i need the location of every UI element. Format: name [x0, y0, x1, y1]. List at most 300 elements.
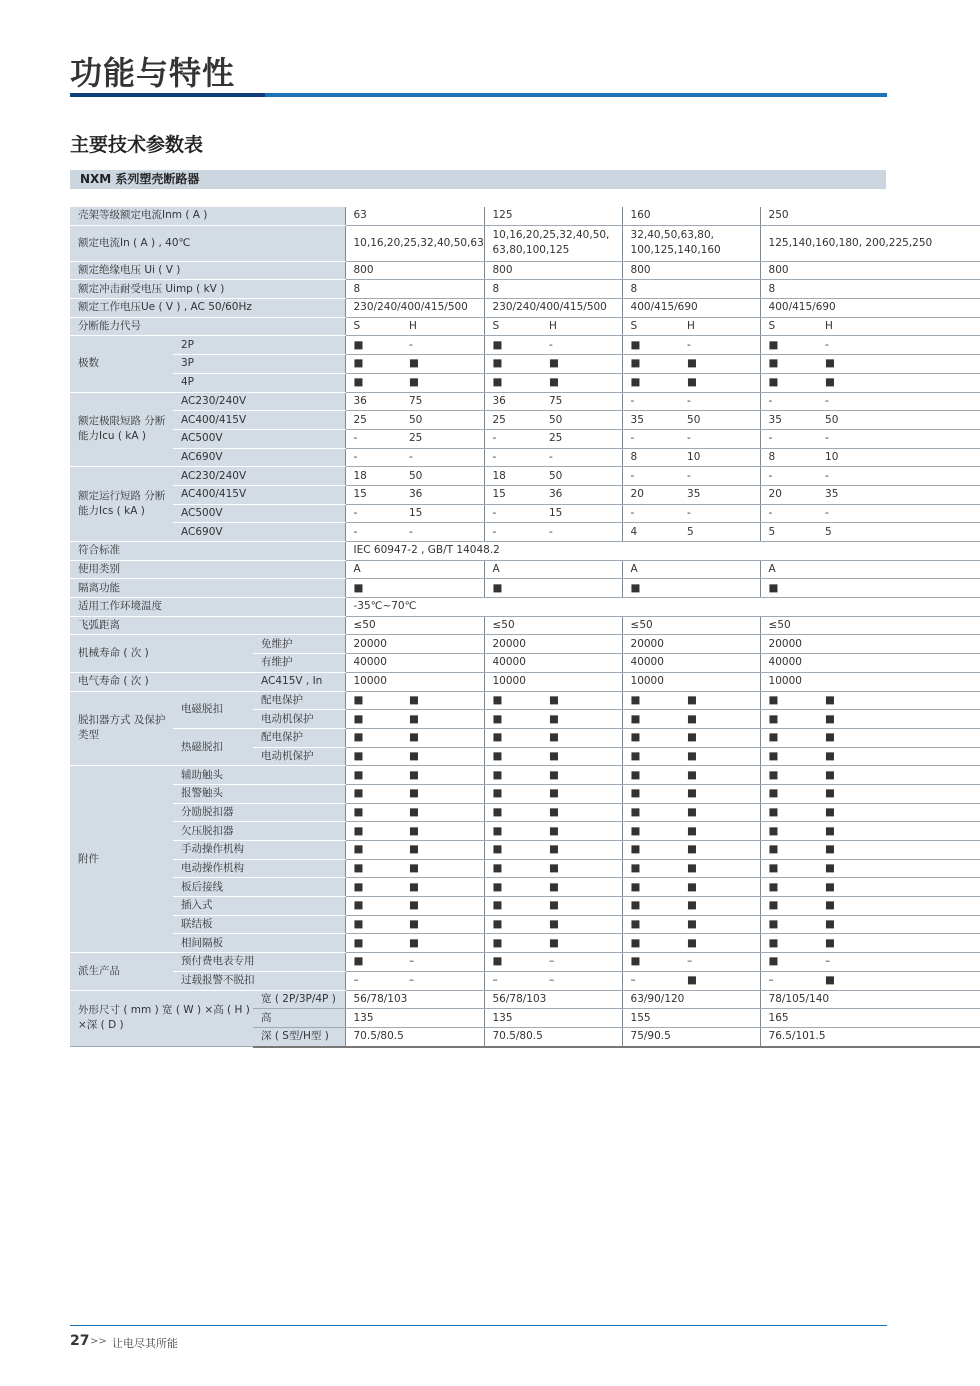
- row-value: ■: [345, 822, 401, 841]
- row-sub-label: 有维护: [253, 654, 345, 673]
- row-value: ■: [760, 953, 817, 972]
- row-sub-label: 板后接线: [173, 878, 345, 897]
- row-value: ■: [817, 766, 980, 785]
- row-value: 8: [484, 280, 622, 299]
- row-value: 18: [484, 467, 541, 486]
- row-value: ■: [484, 841, 541, 860]
- row-value: A: [484, 560, 622, 579]
- row-sub-label: AC400/415V: [173, 411, 345, 430]
- row-sub-label: AC500V: [173, 429, 345, 448]
- row-accessory: [70, 934, 980, 953]
- row-sub-label: 预付费电表专用: [173, 953, 345, 972]
- row-value: ■: [760, 878, 817, 897]
- row-value: 50: [401, 467, 484, 486]
- row-sub-label: 辅助触头: [173, 766, 345, 785]
- row-ics: [70, 485, 980, 504]
- row-value: ■: [401, 822, 484, 841]
- row-value: 36: [345, 392, 401, 411]
- spec-table: [70, 207, 980, 1048]
- row-value: 70.5/80.5: [345, 1027, 484, 1046]
- row-value: ■: [679, 355, 760, 374]
- row-value: ■: [541, 841, 622, 860]
- row-value: ■: [345, 859, 401, 878]
- row-value: ■: [760, 915, 817, 934]
- row-value: ■: [541, 747, 622, 766]
- row-derived: [70, 953, 980, 972]
- row-value: ■: [541, 822, 622, 841]
- row-value: 5: [679, 523, 760, 542]
- row-sub-label: 欠压脱扣器: [173, 822, 345, 841]
- row-value: ■: [817, 710, 980, 729]
- row-value: ■: [345, 691, 401, 710]
- row-value: ■: [760, 728, 817, 747]
- row-label: 使用类别: [70, 560, 345, 579]
- row-value: ■: [345, 878, 401, 897]
- row-value: IEC 60947-2 , GB/T 14048.2: [345, 542, 980, 561]
- row-value: -: [541, 336, 622, 355]
- row-value: ■: [345, 336, 401, 355]
- row-value: ■: [817, 841, 980, 860]
- row-group-label: 额定运行短路 分断能力Ics ( kA ): [70, 467, 173, 542]
- row-value: ■: [817, 934, 980, 953]
- row-ics: [70, 467, 980, 486]
- row-group-label: 机械寿命 ( 次 ): [70, 635, 253, 672]
- row-sub-label: 3P: [173, 355, 345, 374]
- row-value: 8: [760, 448, 817, 467]
- row-value: 5: [760, 523, 817, 542]
- row-value: ■: [817, 803, 980, 822]
- row-value: ■: [817, 355, 980, 374]
- row-value: ■: [345, 803, 401, 822]
- row-value: 50: [541, 411, 622, 430]
- row-value: 250: [760, 207, 980, 225]
- row-value: ≤50: [484, 616, 622, 635]
- row-ics: [70, 523, 980, 542]
- footer-slogan: 让电尽其所能: [112, 1337, 178, 1350]
- row-sub-label: 2P: [173, 336, 345, 355]
- row-value: ■: [401, 803, 484, 822]
- row-label: 适用工作环境温度: [70, 598, 345, 617]
- row-value: ■: [401, 373, 484, 392]
- row-value: ■: [401, 355, 484, 374]
- row-value: 76.5/101.5: [760, 1027, 980, 1046]
- row-value: ■: [541, 934, 622, 953]
- row-value: -: [345, 429, 401, 448]
- row-sub-label: 分励脱扣器: [173, 803, 345, 822]
- row-value: -: [541, 448, 622, 467]
- row-value: ■: [760, 859, 817, 878]
- row-value: -: [622, 429, 679, 448]
- row-group-label: 额定极限短路 分断能力Icu ( kA ): [70, 392, 173, 467]
- row-value: 63/90/120: [622, 990, 760, 1009]
- row-value: ■: [401, 747, 484, 766]
- row-value: 50: [541, 467, 622, 486]
- row-value: 56/78/103: [484, 990, 622, 1009]
- row-value: ■: [345, 897, 401, 916]
- row-value: ■: [817, 784, 980, 803]
- row-value: -: [679, 467, 760, 486]
- row-value: ■: [817, 859, 980, 878]
- row-value: -: [401, 336, 484, 355]
- title-rule-accent: [70, 93, 265, 97]
- row-group-label: 外形尺寸 ( mm ) 宽 ( W ) ×高 ( H ) ×深 ( D ): [70, 990, 253, 1047]
- row-label: 飞弧距离: [70, 616, 345, 635]
- row-value: ■: [760, 373, 817, 392]
- row-accessory: [70, 803, 980, 822]
- row-value: ■: [622, 784, 679, 803]
- row-value: ■: [760, 336, 817, 355]
- row-value: ■: [679, 766, 760, 785]
- row-value: -: [679, 392, 760, 411]
- row-sub-label: AC690V: [173, 448, 345, 467]
- row-value: 20000: [760, 635, 980, 654]
- row-value: 50: [401, 411, 484, 430]
- row-value: ≤50: [622, 616, 760, 635]
- row-value: ■: [760, 841, 817, 860]
- row-icu: [70, 392, 980, 411]
- row-value: ■: [760, 710, 817, 729]
- row-value: -: [679, 336, 760, 355]
- row-value: ■: [345, 579, 484, 598]
- row-value: ■: [484, 803, 541, 822]
- row-value: ■: [760, 355, 817, 374]
- row-value: 56/78/103: [345, 990, 484, 1009]
- row-value: 800: [760, 261, 980, 280]
- row-icu: [70, 411, 980, 430]
- row-value: ■: [760, 934, 817, 953]
- row-group-label: 派生产品: [70, 953, 173, 990]
- row-value: ■: [760, 784, 817, 803]
- row-value: 10,16,20,25,32,40,50,63: [345, 225, 484, 261]
- row-value: H: [679, 317, 760, 336]
- row-value: S: [484, 317, 541, 336]
- row-value: 135: [345, 1009, 484, 1028]
- row-sub-label: 配电保护: [253, 728, 345, 747]
- section-title: 主要技术参数表: [70, 134, 204, 156]
- row-value: ■: [541, 803, 622, 822]
- row-value: 75: [541, 392, 622, 411]
- row-value: ■: [345, 355, 401, 374]
- row-value: 25: [345, 411, 401, 430]
- row-value: –: [541, 953, 622, 972]
- row-sub-label: AC400/415V: [173, 485, 345, 504]
- row-value: 15: [484, 485, 541, 504]
- row-ambient-temp: [70, 598, 980, 617]
- row-value: ■: [760, 822, 817, 841]
- row-arc-distance: [70, 616, 980, 635]
- row-sub-label: 联结板: [173, 915, 345, 934]
- row-value: ■: [817, 915, 980, 934]
- row-value: 20000: [484, 635, 622, 654]
- row-value: ■: [622, 355, 679, 374]
- row-value: -: [622, 392, 679, 411]
- row-sub-label: 插入式: [173, 897, 345, 916]
- row-icu: [70, 429, 980, 448]
- row-value: ■: [622, 747, 679, 766]
- row-value: ■: [817, 878, 980, 897]
- row-value: –: [760, 971, 817, 990]
- page-title: 功能与特性: [70, 54, 236, 92]
- row-value: ■: [541, 373, 622, 392]
- row-value: 15: [541, 504, 622, 523]
- row-value: ■: [484, 878, 541, 897]
- row-value: 32,40,50,63,80, 100,125,140,160: [622, 225, 760, 261]
- row-value: ■: [484, 336, 541, 355]
- row-value: ■: [345, 915, 401, 934]
- row-value: -: [760, 504, 817, 523]
- row-label: 额定电流In ( A ) , 40℃: [70, 225, 345, 261]
- row-value: ■: [345, 934, 401, 953]
- row-value: 10: [679, 448, 760, 467]
- row-value: 230/240/400/415/500: [484, 299, 622, 318]
- row-value: 35: [622, 411, 679, 430]
- row-value: –: [401, 971, 484, 990]
- row-label: 额定冲击耐受电压 Uimp ( kV ): [70, 280, 345, 299]
- row-value: -: [760, 429, 817, 448]
- row-value: A: [345, 560, 484, 579]
- row-value: ■: [760, 803, 817, 822]
- row-value: 400/415/690: [760, 299, 980, 318]
- row-value: ■: [401, 934, 484, 953]
- row-value: ■: [484, 355, 541, 374]
- row-value: 4: [622, 523, 679, 542]
- row-value: ■: [484, 953, 541, 972]
- row-breaking-code: [70, 317, 980, 336]
- row-value: 35: [679, 485, 760, 504]
- row-value: -: [484, 448, 541, 467]
- row-value: 40000: [622, 654, 760, 673]
- row-sub-label: 过载报警不脱扣: [173, 971, 345, 990]
- row-value: ■: [345, 953, 401, 972]
- row-value: -: [345, 448, 401, 467]
- row-sub-label: 报警触头: [173, 784, 345, 803]
- row-value: -35℃~70℃: [345, 598, 980, 617]
- row-value: 15: [345, 485, 401, 504]
- row-value: 50: [817, 411, 980, 430]
- row-value: ■: [622, 822, 679, 841]
- row-value: 800: [622, 261, 760, 280]
- row-value: A: [622, 560, 760, 579]
- row-operating-voltage: [70, 299, 980, 318]
- row-value: ■: [817, 897, 980, 916]
- row-sub-label: AC690V: [173, 523, 345, 542]
- row-ics: [70, 504, 980, 523]
- row-value: -: [679, 504, 760, 523]
- row-value: ■: [679, 915, 760, 934]
- row-value: ■: [401, 766, 484, 785]
- row-sub-label: 电动操作机构: [173, 859, 345, 878]
- row-value: ■: [484, 897, 541, 916]
- row-value: 63: [345, 207, 484, 225]
- row-value: ■: [541, 691, 622, 710]
- row-utilization-category: [70, 560, 980, 579]
- row-isolation: [70, 579, 980, 598]
- row-group-label: 脱扣器方式 及保护类型: [70, 691, 173, 766]
- row-value: 8: [622, 448, 679, 467]
- row-value: ■: [679, 971, 760, 990]
- row-value: ■: [679, 728, 760, 747]
- row-value: -: [401, 523, 484, 542]
- row-value: ■: [622, 728, 679, 747]
- row-subgroup-label: 热磁脱扣: [173, 728, 253, 765]
- row-value: 25: [484, 411, 541, 430]
- row-value: ■: [484, 784, 541, 803]
- row-value: ■: [484, 859, 541, 878]
- row-group-label: 电气寿命 ( 次 ): [70, 672, 253, 691]
- row-value: 230/240/400/415/500: [345, 299, 484, 318]
- row-value: -: [817, 504, 980, 523]
- row-value: ≤50: [345, 616, 484, 635]
- row-value: 10,16,20,25,32,40,50, 63,80,100,125: [484, 225, 622, 261]
- row-value: ■: [679, 747, 760, 766]
- row-value: ■: [622, 766, 679, 785]
- row-elec-life: [70, 672, 980, 691]
- row-icu: [70, 448, 980, 467]
- row-value: 400/415/690: [622, 299, 760, 318]
- row-value: ■: [622, 859, 679, 878]
- row-value: ■: [622, 934, 679, 953]
- row-value: -: [484, 504, 541, 523]
- row-value: 10000: [760, 672, 980, 691]
- row-value: ■: [622, 579, 760, 598]
- row-value: 800: [484, 261, 622, 280]
- row-trip-unit: [70, 691, 980, 710]
- row-group-label: 极数: [70, 336, 173, 392]
- row-value: -: [760, 467, 817, 486]
- footer-separator: >>: [90, 1336, 107, 1347]
- row-label: 额定工作电压Ue ( V ) , AC 50/60Hz: [70, 299, 345, 318]
- page-number: 27: [70, 1333, 90, 1349]
- row-value: 15: [401, 504, 484, 523]
- row-accessory: [70, 878, 980, 897]
- row-value: ■: [817, 747, 980, 766]
- row-value: 125,140,160,180, 200,225,250: [760, 225, 980, 261]
- row-value: ■: [679, 859, 760, 878]
- row-value: ■: [679, 710, 760, 729]
- row-value: -: [345, 504, 401, 523]
- row-value: –: [541, 971, 622, 990]
- row-value: –: [401, 953, 484, 972]
- row-value: ■: [679, 373, 760, 392]
- row-value: 35: [760, 411, 817, 430]
- row-accessory: [70, 784, 980, 803]
- row-label: 分断能力代号: [70, 317, 345, 336]
- row-value: H: [541, 317, 622, 336]
- row-value: ■: [401, 915, 484, 934]
- row-value: ■: [401, 859, 484, 878]
- row-value: -: [345, 523, 401, 542]
- row-value: ■: [401, 897, 484, 916]
- row-value: -: [679, 429, 760, 448]
- row-accessory: [70, 915, 980, 934]
- row-value: 50: [679, 411, 760, 430]
- row-value: ■: [541, 355, 622, 374]
- row-sub-label: 免维护: [253, 635, 345, 654]
- row-impulse-voltage: [70, 280, 980, 299]
- row-value: 40000: [484, 654, 622, 673]
- row-accessory: [70, 841, 980, 860]
- row-value: 36: [484, 392, 541, 411]
- row-value: 25: [401, 429, 484, 448]
- row-value: ■: [622, 710, 679, 729]
- row-sub-label: AC415V , In: [253, 672, 345, 691]
- row-value: ■: [817, 373, 980, 392]
- row-value: 8: [760, 280, 980, 299]
- row-value: ■: [401, 728, 484, 747]
- row-value: ■: [679, 803, 760, 822]
- row-value: H: [817, 317, 980, 336]
- row-value: A: [760, 560, 980, 579]
- row-value: 18: [345, 467, 401, 486]
- row-value: S: [345, 317, 401, 336]
- row-subgroup-label: 电磁脱扣: [173, 691, 253, 728]
- row-value: ■: [541, 710, 622, 729]
- row-value: –: [817, 953, 980, 972]
- row-sub-label: AC500V: [173, 504, 345, 523]
- row-value: -: [622, 504, 679, 523]
- row-value: –: [345, 971, 401, 990]
- row-value: ■: [345, 728, 401, 747]
- row-value: ■: [484, 822, 541, 841]
- row-value: ■: [345, 784, 401, 803]
- row-value: ■: [679, 822, 760, 841]
- row-value: ■: [541, 766, 622, 785]
- row-poles: [70, 355, 980, 374]
- row-value: ■: [401, 878, 484, 897]
- row-value: ■: [622, 691, 679, 710]
- row-poles: [70, 373, 980, 392]
- row-value: ■: [484, 579, 622, 598]
- row-insulation-voltage: [70, 261, 980, 280]
- row-value: ■: [679, 841, 760, 860]
- row-value: ■: [679, 784, 760, 803]
- row-rated-current: [70, 225, 980, 261]
- row-value: ■: [541, 784, 622, 803]
- row-sub-label: 高: [253, 1009, 345, 1028]
- row-sub-label: 相间隔板: [173, 934, 345, 953]
- row-value: 10000: [345, 672, 484, 691]
- row-value: 20000: [622, 635, 760, 654]
- row-value: 20: [760, 485, 817, 504]
- row-value: 40000: [345, 654, 484, 673]
- row-value: ■: [760, 579, 980, 598]
- row-value: -: [484, 429, 541, 448]
- row-value: 20000: [345, 635, 484, 654]
- row-value: 35: [817, 485, 980, 504]
- row-value: -: [817, 467, 980, 486]
- row-sub-label: 配电保护: [253, 691, 345, 710]
- row-value: ■: [622, 897, 679, 916]
- row-value: ■: [484, 710, 541, 729]
- row-value: ■: [622, 915, 679, 934]
- row-value: 125: [484, 207, 622, 225]
- row-value: ■: [345, 373, 401, 392]
- row-trip-unit: [70, 728, 980, 747]
- row-accessory: [70, 766, 980, 785]
- row-poles: [70, 336, 980, 355]
- row-sub-label: 4P: [173, 373, 345, 392]
- row-value: 160: [622, 207, 760, 225]
- row-value: 36: [541, 485, 622, 504]
- row-value: –: [679, 953, 760, 972]
- row-sub-label: 深 ( S型/H型 ): [253, 1027, 345, 1046]
- row-value: ■: [345, 747, 401, 766]
- row-value: ■: [541, 878, 622, 897]
- row-value: 155: [622, 1009, 760, 1028]
- row-value: ■: [484, 747, 541, 766]
- row-value: –: [484, 971, 541, 990]
- row-value: ■: [679, 878, 760, 897]
